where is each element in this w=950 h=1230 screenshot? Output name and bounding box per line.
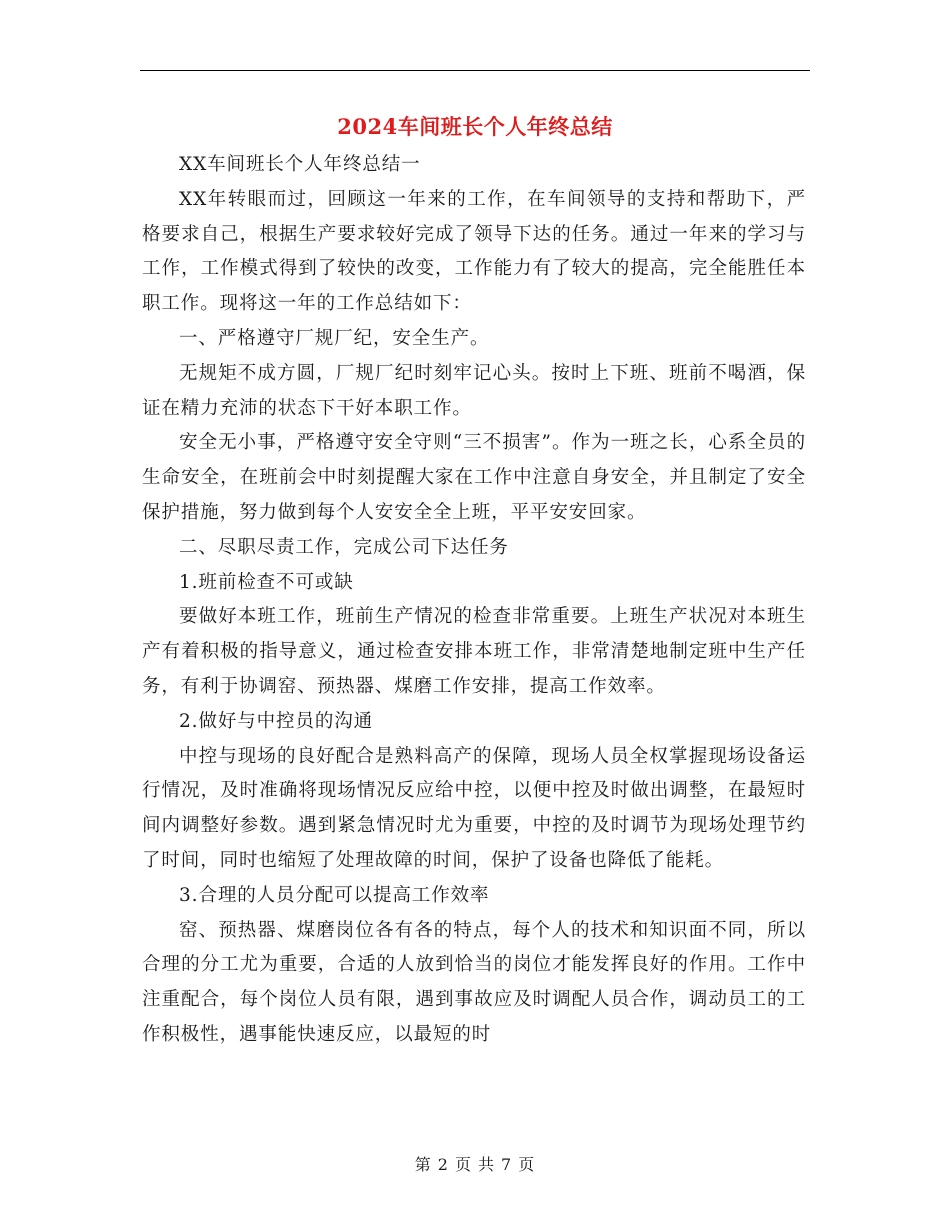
header-rule	[140, 70, 810, 71]
subsection-heading-2: 2.做好与中控员的沟通	[179, 710, 374, 732]
total-pages-number: 7	[501, 1155, 513, 1174]
current-page-number: 2	[437, 1155, 449, 1174]
subsection-heading-3: 3.合理的人员分配可以提高工作效率	[179, 884, 490, 906]
section-heading-1: 一、严格遵守厂规厂纪，安全生产。	[179, 327, 490, 349]
document-body	[142, 148, 806, 1053]
paragraph: 中控与现场的良好配合是熟料高产的保障，现场人员全权掌握现场设备运行情况，及时准确将现场情况反应给中控，以便中控及时做出调整，在最短时间内调整好参数。遇到紧急情况时尤为重要，中控的及时调节为现场处理节约了时间，同时也缩短了处理故障的时间，保护了设备也降低了能耗。	[142, 745, 806, 871]
paragraph-intro: XX年转眼而过，回顾这一年来的工作，在车间领导的支持和帮助下，严格要求自己，根据生产要求较好完成了领导下达的任务。通过一年来的学习与工作，工作模式得到了较快的改变，工作能力有了较大的提高，完全能胜任本职工作。现将这一年的工作总结如下：	[142, 188, 806, 315]
document-title: 2024车间班长个人年终总结	[337, 114, 613, 139]
page-footer	[0, 1153, 950, 1177]
paragraph: 安全无小事，严格遵守安全守则“三不损害”。作为一班之长，心系全员的生命安全，在班前会中时刻提醒大家在工作中注意自身安全，并且制定了安全保护措施，努力做到每个人安安全全上班，平平安安回家。	[142, 432, 806, 523]
page-label-suffix: 页	[518, 1155, 536, 1174]
paragraph: 无规矩不成方圆，厂规厂纪时刻牢记心头。按时上下班、班前不喝酒，保证在精力充沛的状态下干好本职工作。	[142, 362, 806, 419]
paragraph-subtitle: XX车间班长个人年终总结一	[179, 154, 421, 175]
subsection-heading-1: 1.班前检查不可或缺	[179, 571, 354, 593]
page-label-mid: 页 共	[454, 1155, 496, 1174]
paragraph: 要做好本班工作，班前生产情况的检查非常重要。上班生产状况对本班生产有着积极的指导意义，通过检查安排本班工作，非常清楚地制定班中生产任务，有利于协调窑、预热器、煤磨工作安排，提高工作效率。	[142, 606, 806, 697]
paragraph: 窑、预热器、煤磨岗位各有各的特点，每个人的技术和知识面不同，所以合理的分工尤为重要，合适的人放到恰当的岗位才能发挥良好的作用。工作中注重配合，每个岗位人员有限，遇到事故应及时调配人员合作，调动员工的工作积极性，遇事能快速反应，以最短的时	[142, 919, 806, 1045]
section-heading-2: 二、尽职尽责工作，完成公司下达任务	[179, 536, 509, 558]
page-label-prefix: 第	[414, 1155, 432, 1174]
